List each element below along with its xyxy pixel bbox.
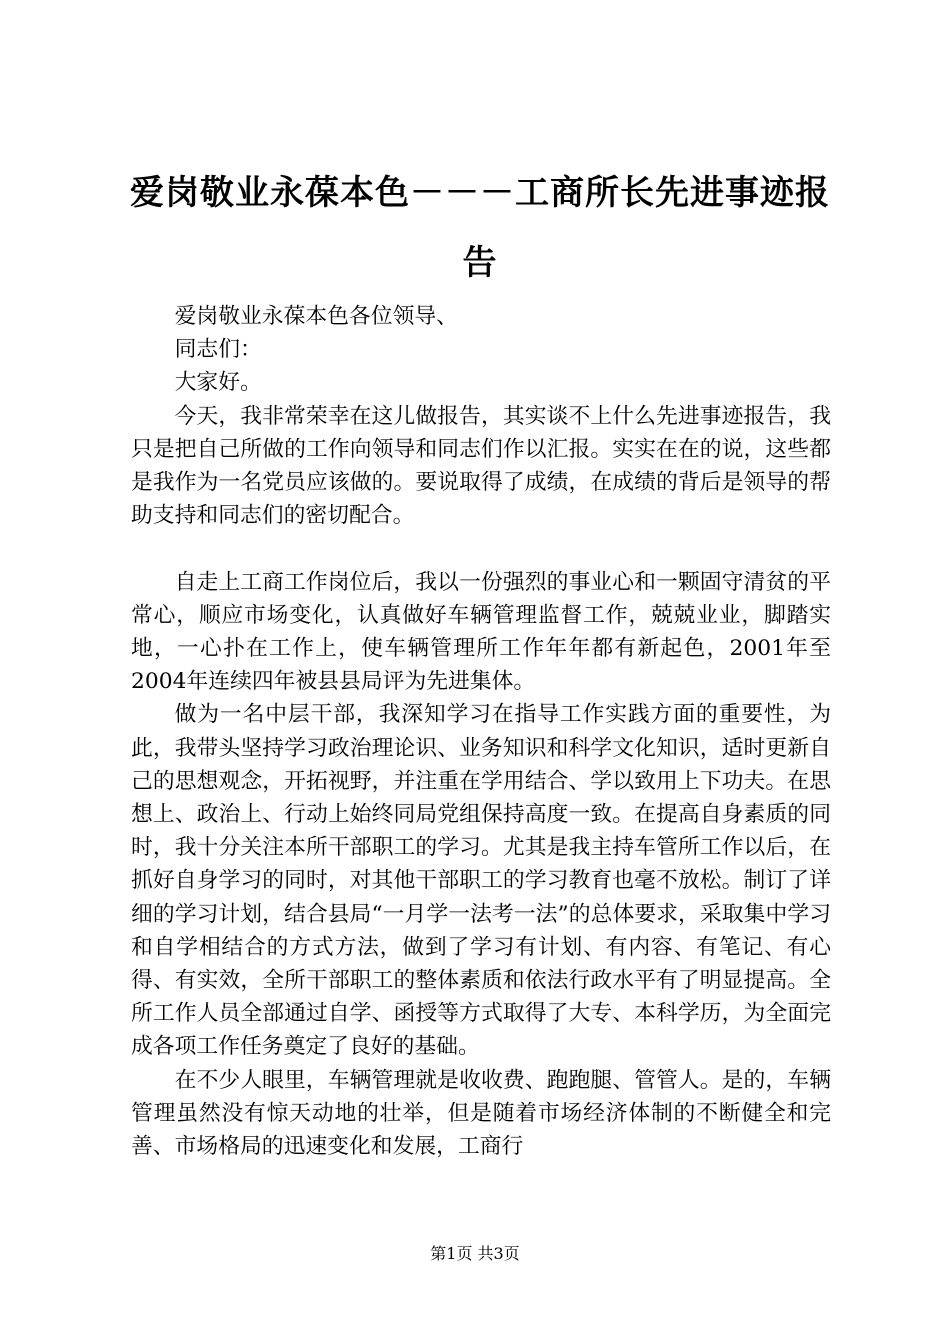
page-footer: 第1页 共3页 — [430, 1244, 520, 1263]
paragraph: 在不少人眼里，车辆管理就是收收费、跑跑腿、管管人。是的，车辆管理虽然没有惊天动地的壮举，但是随着市场经济体制的不断健全和完善、市场格局的迅速变化和发展，工商行 — [131, 1067, 831, 1160]
paragraph: 同志们： — [174, 337, 262, 363]
paragraph: 今天，我非常荣幸在这儿做报告，其实谈不上什么先进事迹报告，我只是把自己所做的工作向领导和同志们作以汇报。实实在在的说，这些都是我作为一名党员应该做的。要说取得了成绩，在成绩的背后是领导的帮助支持和同志们的密切配合。 — [131, 403, 831, 529]
paragraph: 做为一名中层干部，我深知学习在指导工作实践方面的重要性，为此，我带头坚持学习政治理论识、业务知识和科学文化知识，适时更新自己的思想观念，开拓视野，并注重在学用结合、学以致用上下功夫。在思想上、政治上、行动上始终同局党组保持高度一致。在提高自身素质的同时，我十分关注本所干部职工的学习。尤其是我主持车管所工作以后，在抓好自身学习的同时，对其他干部职工的学习教育也毫不放松。制订了详细的学习计划，结合县局“一月学一法考一法”的总体要求，采取集中学习和自学相结合的方式方法，做到了学习有计划、有内容、有笔记、有心得、有实效，全所干部职工的整体素质和依法行政水平有了明显提高。全所工作人员全部通过自学、函授等方式取得了大专、本科学历，为全面完成各项工作任务奠定了良好的基础。 — [131, 702, 831, 1060]
document-body — [131, 300, 831, 1163]
paragraph: 自走上工商工作岗位后，我以一份强烈的事业心和一颗固守清贫的平常心，顺应市场变化，认真做好车辆管理监督工作，兢兢业业，脚踏实地，一心扑在工作上，使车辆管理所工作年年都有新起色，2001年至2004年连续四年被县县局评为先进集体。 — [131, 569, 831, 695]
paragraph: 爱岗敬业永葆本色各位领导、 — [174, 304, 458, 329]
paragraph: 大家好。 — [174, 370, 262, 396]
document-title: 爱岗敬业永葆本色－－－工商所长先进事迹报告 — [130, 173, 830, 283]
blank-line — [131, 532, 831, 565]
